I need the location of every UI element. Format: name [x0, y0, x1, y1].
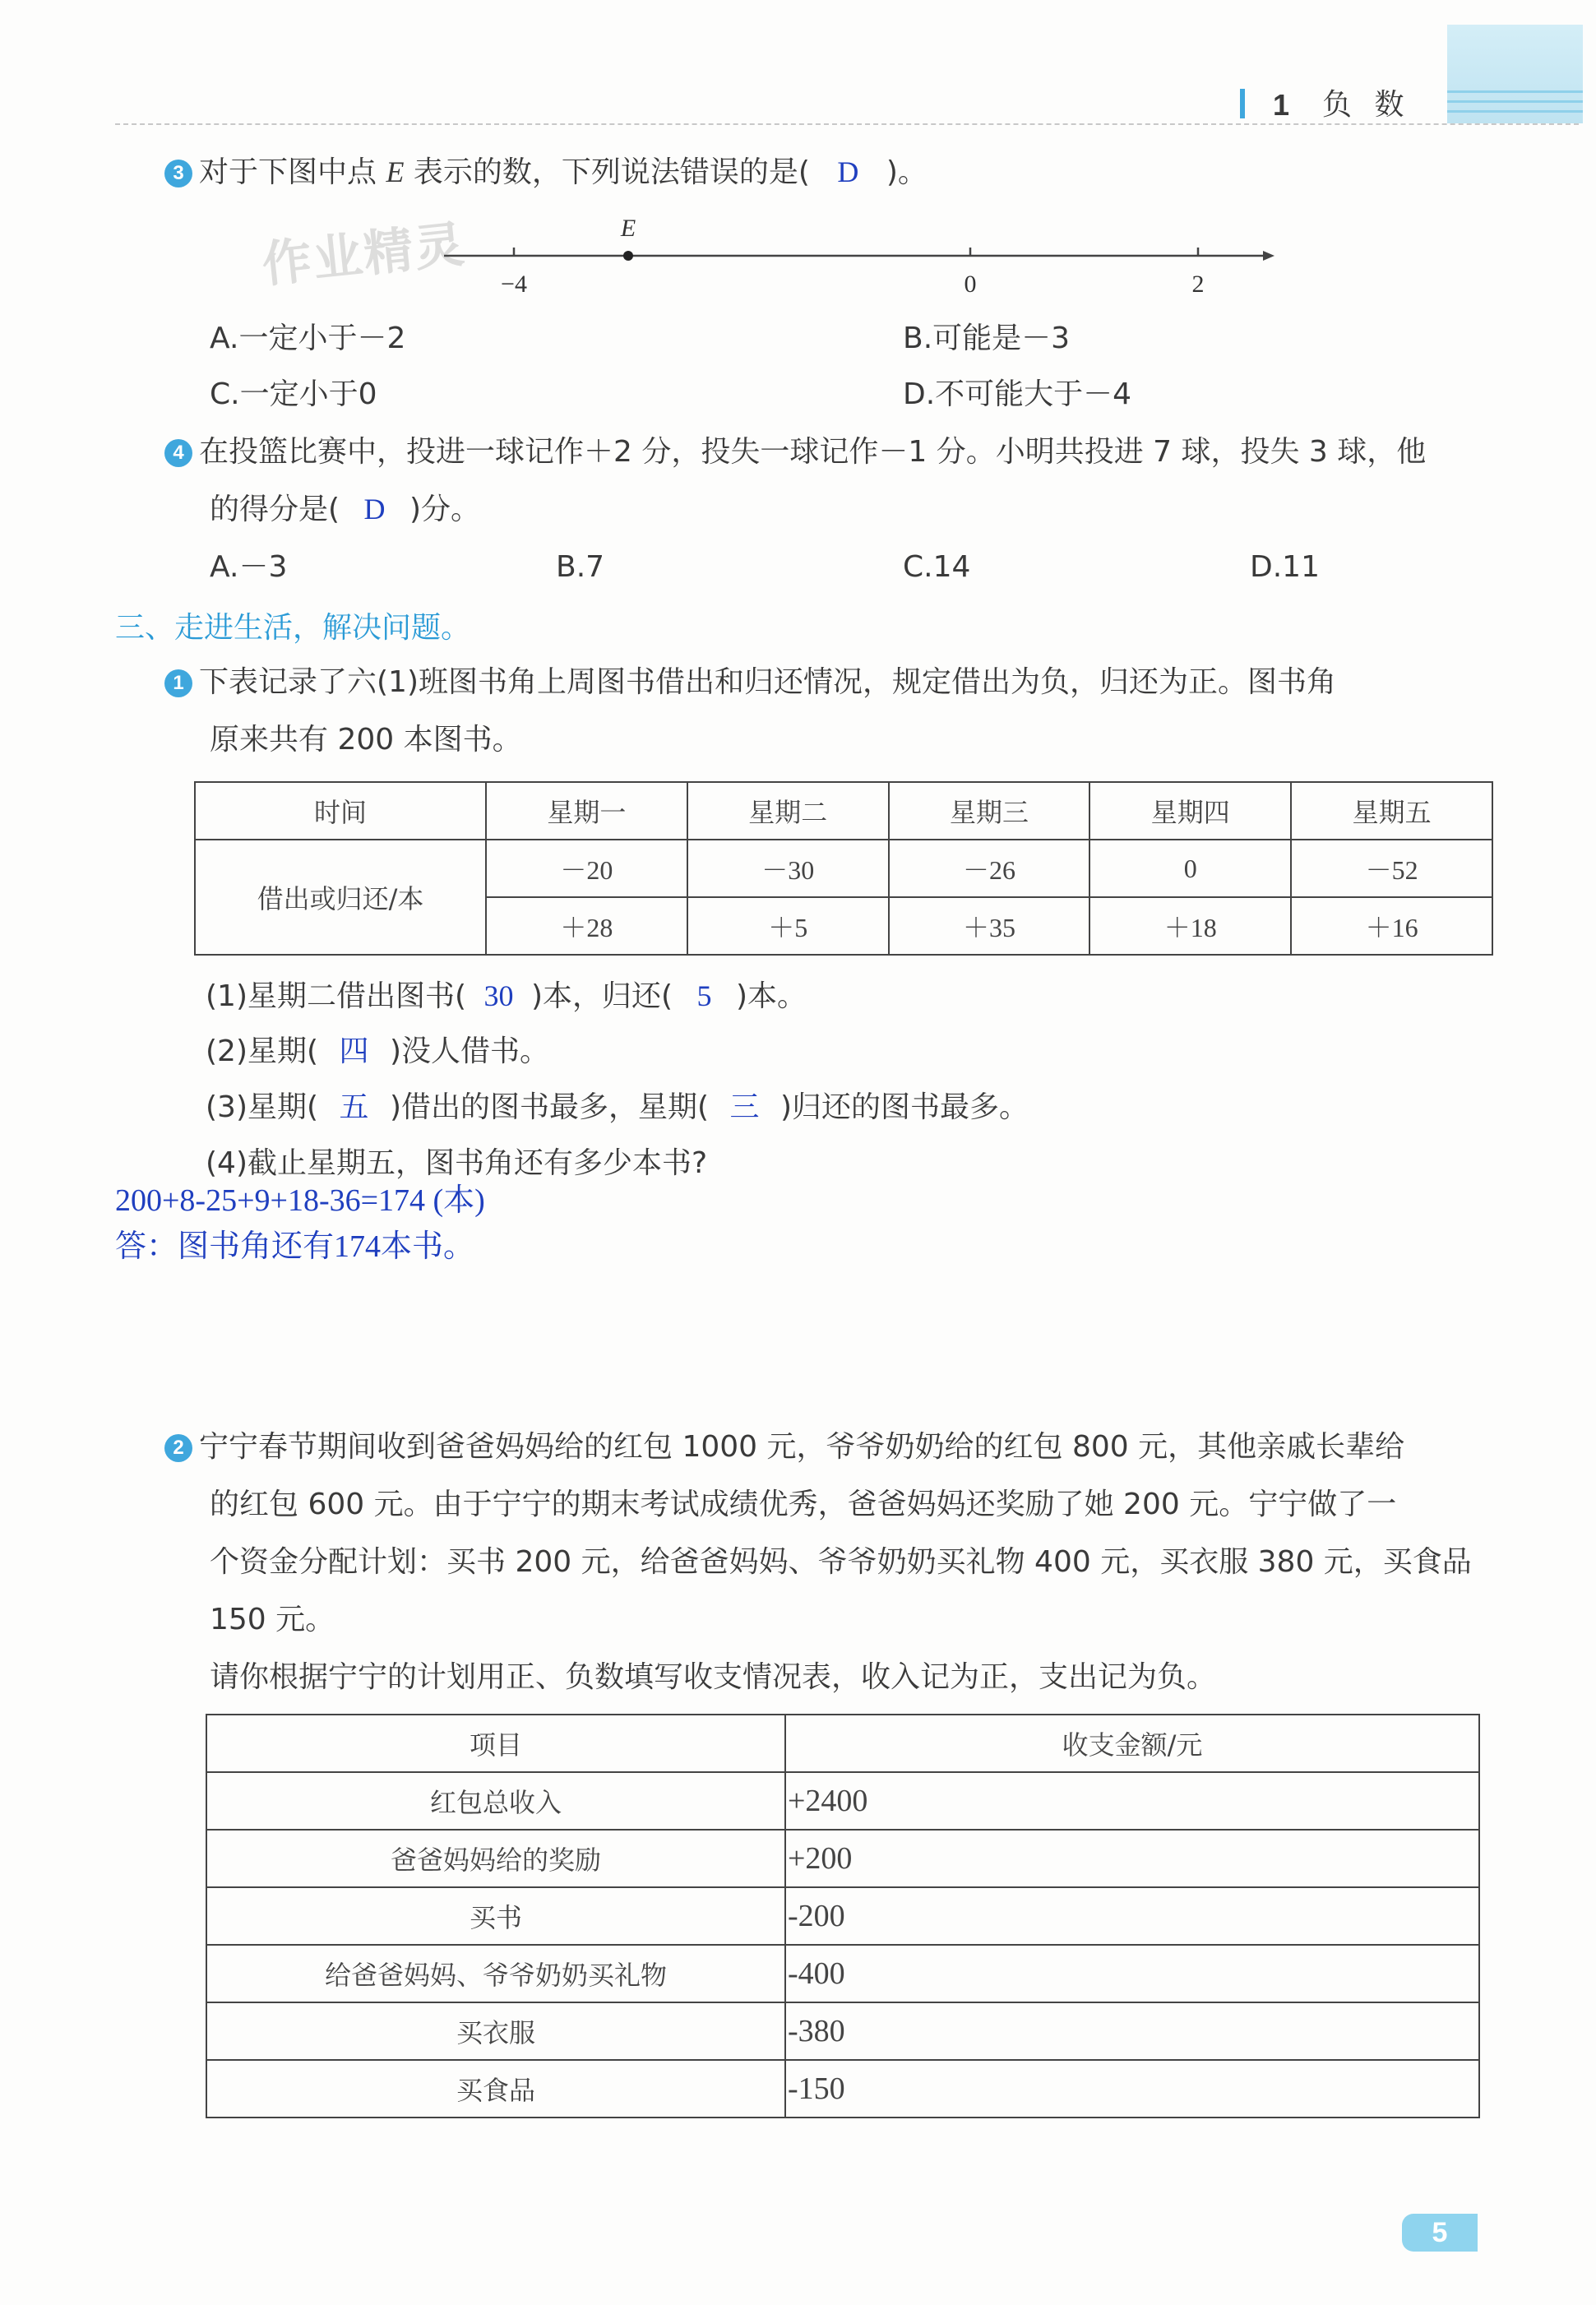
p1-sub4: (4)截止星期五，图书角还有多少本书?	[206, 1146, 708, 1180]
q3-option-a: A.一定小于－2	[210, 322, 406, 355]
table-header-row	[195, 782, 1492, 840]
q4-option-a: A.－3	[210, 550, 288, 584]
amount-cell: -200	[785, 1887, 1479, 1945]
table-row	[206, 1945, 1479, 2002]
table-header: 收支金额/元	[785, 1715, 1479, 1772]
header-divider	[115, 123, 1579, 125]
number-line	[444, 210, 1283, 300]
p1-sub2-answer: 四	[339, 1034, 369, 1067]
p2-stem-line4: 150 元。	[210, 1603, 335, 1636]
p1-stem-line2: 原来共有 200 本图书。	[210, 723, 522, 757]
p1-sub1: (1)星期二借出图书( 30 )本，归还( 5 )本。	[206, 979, 807, 1013]
table-row	[206, 2002, 1479, 2060]
q4-option-d: D.11	[1250, 550, 1320, 584]
item-cell: 给爸爸妈妈、爷爷奶奶买礼物	[206, 1945, 785, 2002]
table-cell: －52	[1291, 840, 1492, 897]
table-cell: ＋28	[486, 897, 687, 955]
q4-stem-line1: 4 在投篮比赛中，投进一球记作＋2 分，投失一球记作－1 分。小明共投进 7 球，投失 3 球，他	[164, 434, 1426, 470]
q4-number-badge: 4	[164, 439, 192, 467]
table-header: 星期三	[889, 782, 1090, 840]
page-number: 5	[1432, 2216, 1448, 2248]
p2-stem-line3: 个资金分配计划：买书 200 元，给爸爸妈妈、爷爷奶奶买礼物 400 元，买衣服 380 元，买食品	[210, 1545, 1472, 1579]
table-row	[206, 1887, 1479, 1945]
p1-sub3-answer1: 五	[339, 1090, 369, 1123]
table-cell: －20	[486, 840, 687, 897]
table-header: 星期二	[687, 782, 889, 840]
p1-work-equation: 200+8-25+9+18-36=174 (本)	[115, 1183, 485, 1218]
table-row	[206, 1772, 1479, 1830]
point-e-label: E	[620, 215, 636, 242]
q3-number-badge: 3	[164, 160, 192, 187]
point-e	[623, 251, 633, 261]
table-header: 星期五	[1291, 782, 1492, 840]
chapter-number: 1	[1273, 88, 1290, 122]
p2-stem-line1: 2 宁宁春节期间收到爸爸妈妈给的红包 1000 元，爷爷奶奶给的红包 800 元，其他亲戚长辈给	[164, 1429, 1404, 1465]
p1-stem-line1: 1 下表记录了六(1)班图书角上周图书借出和归还情况，规定借出为负，归还为正。图书角	[164, 664, 1336, 700]
item-cell: 买衣服	[206, 2002, 785, 2060]
table-cell: ＋18	[1089, 897, 1291, 955]
table-cell: ＋16	[1291, 897, 1492, 955]
p2-stem-line2: 的红包 600 元。由于宁宁的期末考试成绩优秀，爸爸妈妈还奖励了她 200 元。宁宁做了一	[210, 1488, 1397, 1521]
amount-cell: +2400	[785, 1772, 1479, 1830]
table-cell: ＋35	[889, 897, 1090, 955]
p1-sub1-answer1: 30	[483, 979, 514, 1012]
q3-option-d: D.不可能大于－4	[903, 377, 1132, 411]
q3-stem: 3 对于下图中点 E 表示的数，下列说法错误的是( D )。	[164, 155, 928, 190]
q3-point-label: E	[386, 155, 405, 188]
table-cell: －30	[687, 840, 889, 897]
table-row	[206, 1830, 1479, 1887]
item-cell: 买书	[206, 1887, 785, 1945]
header-decor	[1447, 25, 1583, 123]
amount-cell: +200	[785, 1830, 1479, 1887]
table-header: 星期一	[486, 782, 687, 840]
number-line-arrow	[1263, 251, 1274, 261]
watermark: 作业精灵	[259, 215, 469, 294]
section-title: 三、走进生活，解决问题。	[115, 611, 471, 645]
table-header: 星期四	[1089, 782, 1291, 840]
chapter-title: 负 数	[1322, 88, 1411, 122]
q4-answer: D	[363, 493, 386, 525]
budget-table	[206, 1714, 1480, 2118]
q3-answer: D	[837, 155, 859, 188]
table-cell: 0	[1089, 840, 1291, 897]
amount-cell: -150	[785, 2060, 1479, 2118]
p1-number-badge: 1	[164, 669, 192, 697]
library-table	[194, 781, 1493, 956]
table-cell: ＋5	[687, 897, 889, 955]
p2-instruction: 请你根据宁宁的计划用正、负数填写收支情况表，收入记为正，支出记为负。	[210, 1660, 1217, 1694]
p1-work-answer: 答：图书角还有174本书。	[115, 1229, 475, 1264]
table-header: 项目	[206, 1715, 785, 1772]
amount-cell: -380	[785, 2002, 1479, 2060]
table-header: 时间	[195, 782, 486, 840]
item-cell: 爸爸妈妈给的奖励	[206, 1830, 785, 1887]
table-row	[206, 2060, 1479, 2118]
tick-label-minus4: −4	[501, 271, 527, 298]
header-bar	[1240, 89, 1245, 118]
amount-cell: -400	[785, 1945, 1479, 2002]
p1-sub3-answer2: 三	[729, 1090, 760, 1123]
p1-sub3: (3)星期( 五 )借出的图书最多，星期( 三 )归还的图书最多。	[206, 1090, 1029, 1124]
tick-label-2: 2	[1191, 271, 1205, 298]
p1-sub1-answer2: 5	[696, 979, 712, 1012]
item-cell: 红包总收入	[206, 1772, 785, 1830]
page-number-tab	[1402, 2214, 1478, 2252]
p2-number-badge: 2	[164, 1434, 192, 1462]
q4-option-b: B.7	[556, 550, 605, 584]
q3-option-b: B.可能是－3	[903, 322, 1071, 355]
table-row	[195, 840, 1492, 897]
table-header-row	[206, 1715, 1479, 1772]
row-label: 借出或归还/本	[195, 840, 486, 955]
tick-label-0: 0	[964, 271, 977, 298]
q4-option-c: C.14	[903, 550, 971, 584]
p1-sub2: (2)星期( 四 )没人借书。	[206, 1034, 550, 1068]
q4-stem-line2: 的得分是( D )分。	[210, 493, 480, 526]
table-cell: －26	[889, 840, 1090, 897]
item-cell: 买食品	[206, 2060, 785, 2118]
q3-option-c: C.一定小于0	[210, 377, 377, 411]
